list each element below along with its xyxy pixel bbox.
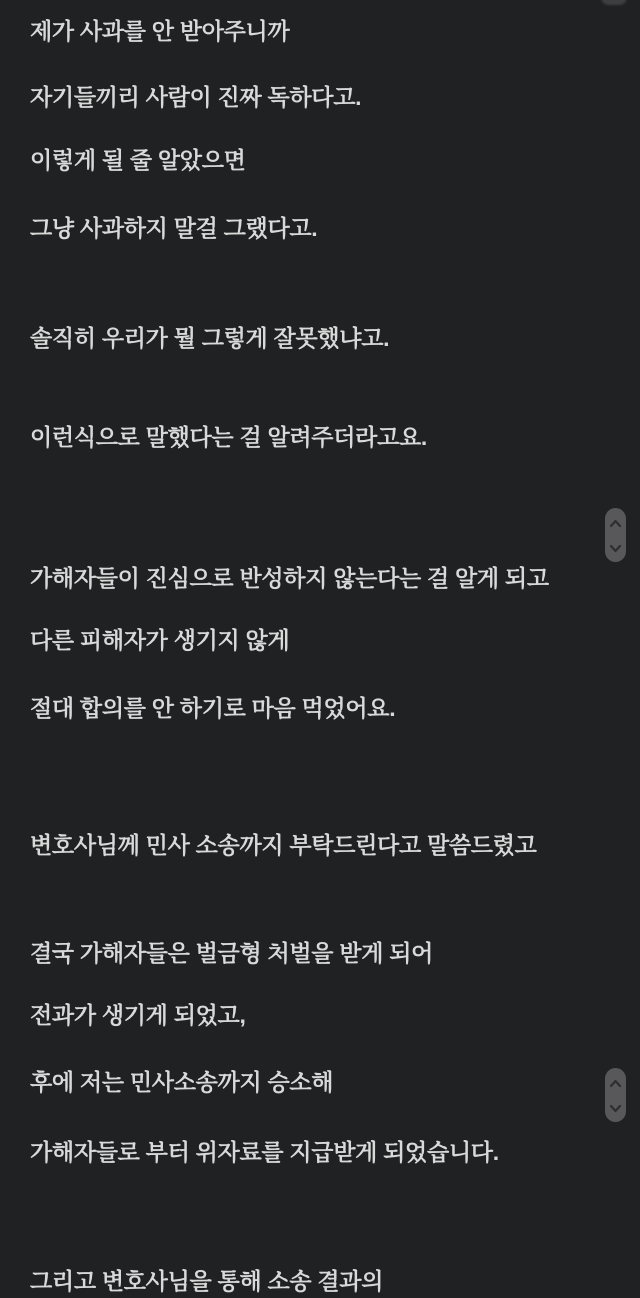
text-line: 그냥 사과하지 말걸 그랬다고. — [30, 215, 318, 241]
chevron-up-icon — [609, 519, 622, 528]
text-line: 솔직히 우리가 뭘 그렇게 잘못했냐고. — [30, 325, 390, 351]
text-line: 가해자들로 부터 위자료를 지급받게 되었습니다. — [30, 1139, 499, 1165]
chevron-down-icon — [609, 1104, 622, 1113]
text-line: 절대 합의를 안 하기로 마음 먹었어요. — [30, 695, 396, 721]
scroll-down-button[interactable] — [609, 544, 622, 553]
text-line: 다른 피해자가 생기지 않게 — [30, 627, 290, 653]
text-line: 제가 사과를 안 받아주니까 — [30, 18, 290, 44]
text-line: 후에 저는 민사소송까지 승소해 — [30, 1069, 334, 1095]
chevron-up-icon — [609, 1079, 622, 1088]
text-line: 변호사님께 민사 소송까지 부탁드린다고 말씀드렸고 — [30, 832, 537, 858]
text-line: 자기들끼리 사람이 진짜 독하다고. — [30, 84, 362, 110]
text-line: 이렇게 될 줄 알았으면 — [30, 147, 246, 173]
scroll-up-button[interactable] — [609, 1079, 622, 1088]
scroll-up-button[interactable] — [609, 519, 622, 528]
scroll-widget-upper[interactable] — [605, 508, 626, 562]
text-line: 결국 가해자들은 벌금형 처벌을 받게 되어 — [30, 940, 434, 966]
scroll-widget-lower[interactable] — [605, 1068, 626, 1122]
chevron-down-icon — [609, 544, 622, 553]
text-line: 이런식으로 말했다는 걸 알려주더라고요. — [30, 424, 427, 450]
scroll-widget-fading-remnant — [601, 0, 627, 5]
text-line: 가해자들이 진심으로 반성하지 않는다는 걸 알게 되고 — [30, 565, 549, 591]
text-line-cutoff: 그리고 변호사님을 통해 소송 결과의 — [30, 1268, 384, 1294]
scroll-down-button[interactable] — [609, 1104, 622, 1113]
text-line: 전과가 생기게 되었고, — [30, 1002, 246, 1028]
